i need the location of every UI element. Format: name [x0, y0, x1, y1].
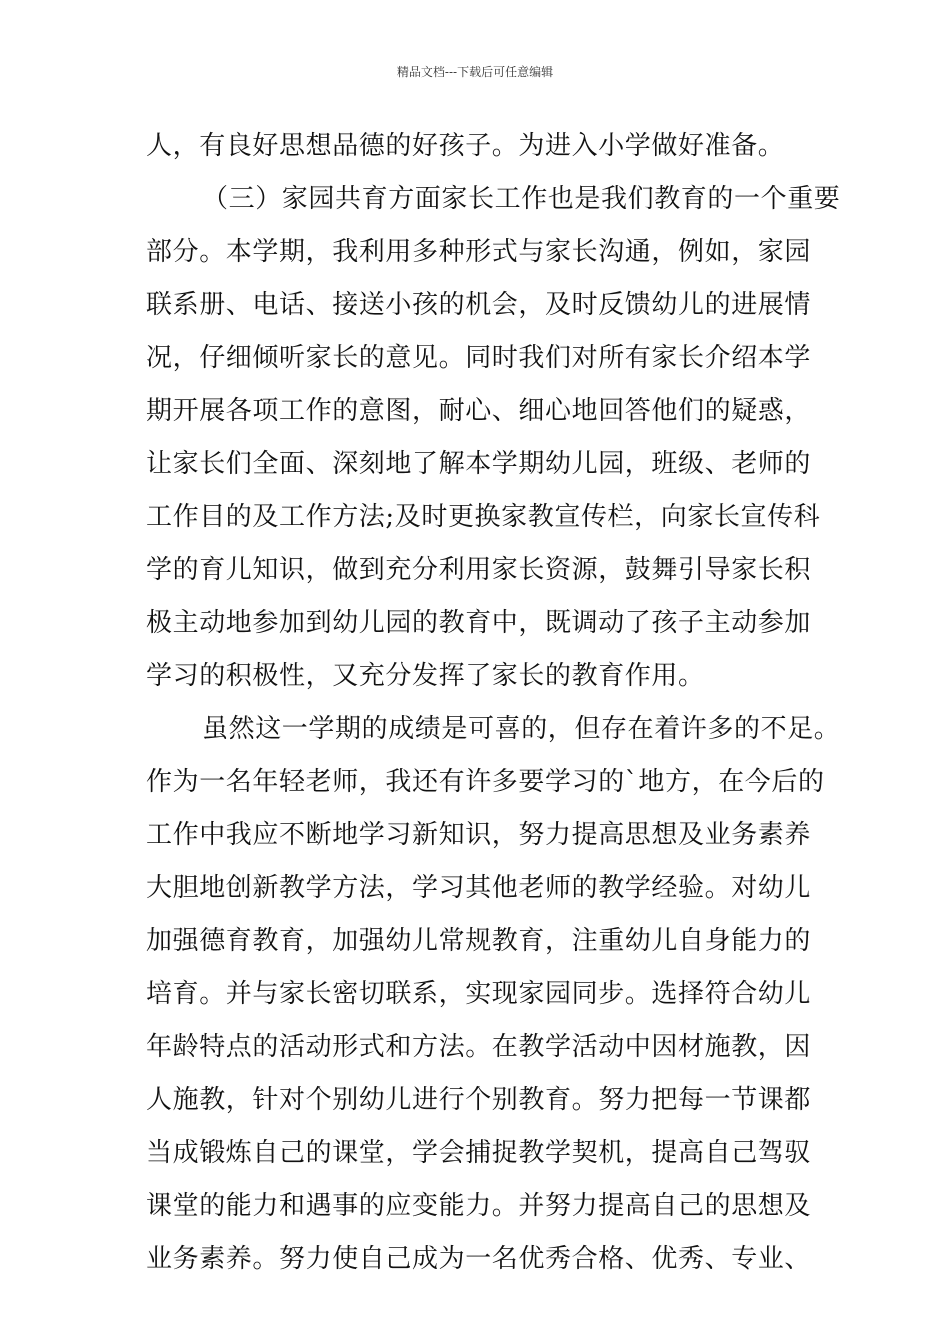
paragraph-first-line: 虽然这一学期的成绩是可喜的，但存在着许多的不足。	[202, 714, 841, 744]
text-line: 工作中我应不断地学习新知识，努力提高思想及业务素养	[146, 820, 812, 850]
text-line: 况，仔细倾听家长的意见。同时我们对所有家长介绍本学	[146, 343, 812, 373]
text-line: 业务素养。努力使自己成为一名优秀合格、优秀、专业、	[146, 1244, 812, 1274]
text-line: 课堂的能力和遇事的应变能力。并努力提高自己的思想及	[146, 1191, 812, 1221]
text-line: 人，有良好思想品德的好孩子。为进入小学做好准备。	[146, 131, 785, 161]
text-line: 让家长们全面、深刻地了解本学期幼儿园，班级、老师的	[146, 449, 812, 479]
text-line: 培育。并与家长密切联系，实现家园同步。选择符合幼儿	[146, 979, 812, 1009]
text-line: 当成锻炼自己的课堂，学会捕捉教学契机，提高自己驾驭	[146, 1138, 812, 1168]
text-line: 作为一名年轻老师，我还有许多要学习的`地方，在今后的	[146, 767, 825, 797]
text-line: 期开展各项工作的意图，耐心、细心地回答他们的疑惑，	[146, 396, 812, 426]
text-line: 工作目的及工作方法;及时更换家教宣传栏，向家长宣传科	[146, 502, 821, 532]
text-line: 人施教，针对个别幼儿进行个别教育。努力把每一节课都	[146, 1085, 812, 1115]
text-line: 联系册、电话、接送小孩的机会，及时反馈幼儿的进展情	[146, 290, 812, 320]
text-line: 学习的积极性，又充分发挥了家长的教育作用。	[146, 661, 705, 691]
text-line: 极主动地参加到幼儿园的教育中，既调动了孩子主动参加	[146, 608, 812, 638]
text-line: 加强德育教育，加强幼儿常规教育，注重幼儿自身能力的	[146, 926, 812, 956]
text-line: 部分。本学期，我利用多种形式与家长沟通，例如，家园	[146, 237, 812, 267]
paragraph-first-line: （三）家园共育方面家长工作也是我们教育的一个重要	[202, 184, 841, 214]
text-line: 大胆地创新教学方法，学习其他老师的教学经验。对幼儿	[146, 873, 812, 903]
text-line: 年龄特点的活动形式和方法。在教学活动中因材施教，因	[146, 1032, 812, 1062]
text-line: 学的育儿知识，做到充分利用家长资源，鼓舞引导家长积	[146, 555, 812, 585]
page-header: 精品文档---下载后可任意编辑	[396, 65, 554, 79]
